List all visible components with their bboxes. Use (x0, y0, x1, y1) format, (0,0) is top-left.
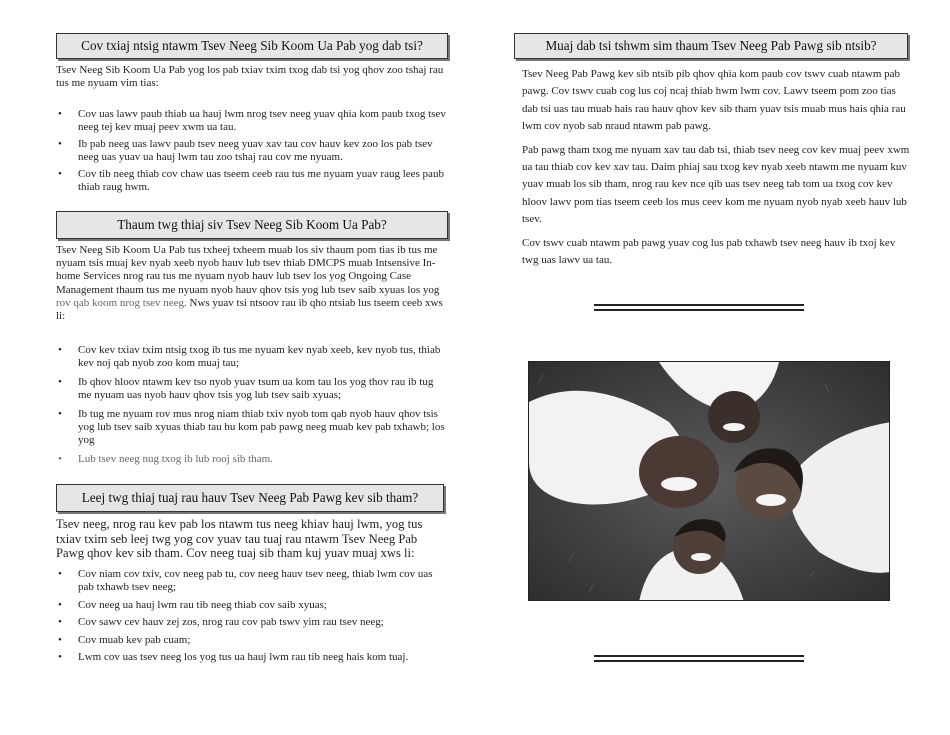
divider-rule-bottom (594, 655, 804, 662)
list-item: • Cov neeg ua hauj lwm rau tib neeg thiab cov saib xyuas; (56, 599, 448, 612)
list-item: • Ib qhov hloov ntawm kev tso nyob yuav tsum ua kom tau los yog thov rau ib tug me nyuam uas nyob hauv qhov tsis yog lub tsev saib xyuas; (56, 376, 448, 403)
when-used-intro-main: Tsev Neeg Sib Koom Ua Pab tus txheej txheem muab los siv thaum pom tias ib tus me nyuam tsis muaj kev nyab xeeb nyob hauv lub tsev thiab DMCPS muab Intsensive In-home Services nrog rau tus me nyuam nyob hauv lub tsev los yog Ongoing Case Management thaum tus me nyuam nyob hauv qhov tsis yog lub tsev saib xyuas los yog (56, 244, 440, 296)
benefits-intro: Tsev Neeg Sib Koom Ua Pab yog los pab txiav txim txog dab tsi yog qhov zoo tshaj rau tus me nyuam vim tias: (56, 64, 444, 90)
list-item: • Cov sawv cev hauv zej zos, nrog rau cov pab tswv yim rau tsev neeg; (56, 616, 448, 629)
paragraph: Pab pawg tham txog me nyuam xav tau dab tsi, thiab tsev neeg cov kev muaj peev xwm ua tau thiab cov kev xav tau. Daim phiaj sau txog kev nyab xeeb ntawm me nyuam kuv yuav muab los sib tham, nrog rau kev nce qib uas tsev neeg tab tom ua txog cov kev hloov lawv pom tias tseem ceeb los mus ceev kom me nyuam nyob nyab xeeb hauv lub tsev. (522, 143, 910, 226)
benefits-list (56, 108, 448, 194)
who-attends-list (56, 568, 448, 664)
section-header-who-attends: Leej twg thiaj tuaj rau hauv Tsev Neeg Pab Pawg kev sib tham? (56, 484, 444, 512)
family-photo-illustration (529, 362, 890, 601)
list-item: • Lub tsev neeg nug txog ib lub rooj sib tham. (56, 453, 448, 466)
list-item: • Cov uas lawv paub thiab ua hauj lwm nrog tsev neeg yuav qhia kom paub txog tsev neeg tej kev muaj peev xwm ua tau. (56, 108, 448, 135)
section-header-benefits: Cov txiaj ntsig ntawm Tsev Neeg Sib Koom Ua Pab yog dab tsi? (56, 33, 448, 59)
list-item: • Ib tug me nyuam rov mus nrog niam thiab txiv nyob tom qab nyob hauv qhov tsis yog lub tsev saib xyuas thiab tau hu kom pab pawg neeg muab kev pab txhawb; los yog (56, 408, 448, 448)
list-item: • Lwm cov uas tsev neeg los yog tus ua hauj lwm rau tib neeg hais kom tuaj. (56, 651, 448, 664)
when-used-intro-tail: Nws yuav tsi ntsoov rau ib qho ntsiab lus tseem ceeb xws li: (56, 296, 443, 323)
what-happens-body (522, 66, 910, 269)
paragraph: Cov tswv cuab ntawm pab pawg yuav cog lus pab txhawb tsev neeg hauv ib txoj kev twg uas lawv ua tau. (522, 236, 896, 267)
list-item: • Cov muab kev pab cuam; (56, 634, 448, 647)
list-item: • Cov tib neeg thiab cov chaw uas tseem ceeb rau tus me nyuam yuav raug lees paub thiab raug hwm. (56, 168, 448, 195)
section-header-what-happens: Muaj dab tsi tshwm sim thaum Tsev Neeg Pab Pawg sib ntsib? (514, 33, 908, 59)
section-header-when-used: Thaum twg thiaj siv Tsev Neeg Sib Koom Ua Pab? (56, 211, 448, 239)
when-used-intro-gray: rov qab koom nrog tsev neeg. (56, 296, 187, 309)
family-photo (528, 361, 890, 601)
when-used-list (56, 344, 448, 466)
who-attends-intro: Tsev neeg, nrog rau kev pab los ntawm tus neeg khiav hauj lwm, yog tus txiav txim seb leej twg yog cov yuav tau tuaj rau ntawm Tsev Neeg Pab Pawg qhov kev sib tham. Cov neeg tuaj sib tham kuj yuav muaj xws li: (56, 517, 423, 561)
list-item: • Cov kev txiav txim ntsig txog ib tus me nyuam kev nyab xeeb, kev nyob tus, thiab kev noj qab nyob zoo kom muaj tau; (56, 344, 448, 371)
list-item: • Ib pab neeg uas lawv paub tsev neeg yuav xav tau cov hauv kev zoo los pab tsev neeg uas yuav ua hauj lwm tau zoo tshaj rau cov me nyuam. (56, 138, 448, 165)
when-used-intro (56, 244, 448, 323)
paragraph: Tsev Neeg Pab Pawg kev sib ntsib pib qhov qhia kom paub cov tswv cuab ntawm pab pawg. Cov tswv cuab cog lus coj ncaj thiab hwm lwm cov. Lawv tseem pom zoo tias dab tsi uas tau muab hais rau hauv qhov kev sib tham yuav tsis muab mus hais qhia rau lwm cov nyob sab nraud ntawm pab pawg. (522, 68, 906, 133)
divider-rule-top (594, 304, 804, 311)
list-item: • Cov niam cov txiv, cov neeg pab tu, cov neeg hauv tsev neeg, thiab lwm cov uas pab txhawb tsev neeg; (56, 568, 448, 595)
